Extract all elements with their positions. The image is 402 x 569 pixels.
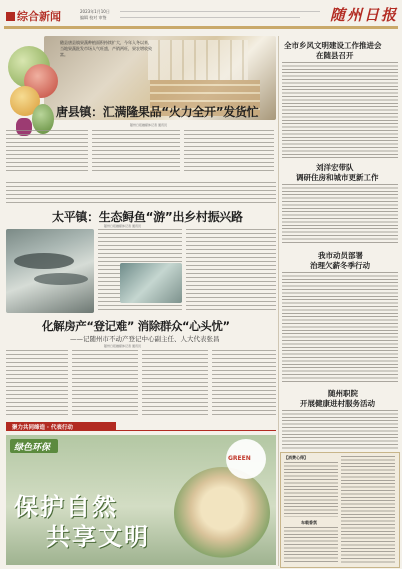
box-body-col2 [341, 456, 395, 564]
story3-subtitle: ——记随州市不动产登记中心副主任、人大代表张昌 [70, 335, 220, 343]
story2-intro [6, 182, 276, 204]
right-story4-body [282, 410, 398, 450]
right-story1-body [282, 62, 398, 158]
story3-body-col4 [212, 350, 276, 418]
section-title: 综合新闻 [17, 10, 61, 23]
column-divider [278, 36, 279, 566]
right-h4-line1: 随州职院 [328, 389, 358, 398]
masthead [0, 0, 402, 36]
story2-title: 太平镇：生态鲟鱼“游”出乡村振兴路 [52, 210, 243, 224]
fruit-stack-photo [148, 40, 248, 80]
right-h2-line1: 刘洋宏带队 [316, 163, 354, 172]
masthead-info-2: 编辑 校对 审签 [80, 15, 107, 20]
fruit-illustration [6, 40, 58, 144]
masthead-fill-line-2 [120, 17, 300, 18]
right-story2-body [282, 184, 398, 244]
promo-badge-text: GREEN [228, 455, 251, 462]
green-bowl-illustration [174, 467, 270, 559]
promo-panel [6, 435, 276, 565]
story3-byline: 随州日报融媒体记者 通讯员 [104, 344, 141, 348]
promo-line-1: 保护自然 [14, 493, 118, 521]
story2-byline: 随州日报融媒体记者 通讯员 [104, 224, 141, 228]
masthead-rule [4, 26, 398, 29]
section-label [6, 12, 15, 21]
summary-text: 随县唐县镇果蔬种植面积持续扩大，今年入冬以来，当地果蔬批发市场人气旺盛，产销两旺，果农增收致富。 [60, 40, 152, 57]
box-subtitle: 车载香氛 [301, 520, 317, 525]
right-h1-line2: 在随县召开 [316, 51, 354, 60]
promo-line-2: 共享文明 [46, 523, 150, 551]
story3-body-col1 [6, 350, 68, 418]
story3-body-col3 [142, 350, 208, 418]
right-h2-line2: 调研住房和城市更新工作 [296, 173, 379, 182]
right-h4-line2: 开展健康进村服务活动 [300, 399, 375, 408]
fish-net-photo [120, 263, 182, 303]
story1-body-col1 [6, 130, 88, 174]
story1-byline: 随州日报融媒体记者 通讯员 [130, 123, 167, 127]
consumer-tips-box [280, 452, 400, 568]
paper-logo: 随州日报 [330, 6, 399, 24]
box-title: 【消费心得】 [284, 455, 308, 460]
promo-tag: 绿色环保 [14, 443, 51, 453]
masthead-fill-line [120, 11, 320, 12]
story1-body-col3 [184, 130, 274, 174]
banner-rule [116, 430, 276, 431]
story3-title: 化解房产“登记难” 消除群众“心头忧” [42, 319, 230, 333]
story1-body-col2 [92, 130, 180, 174]
right-h1-line1: 全市乡风文明建设工作推进会 [284, 41, 382, 50]
story1-title: 唐县镇：汇满隆果品“火力全开”发货忙 [56, 105, 259, 119]
campaign-banner-text: 聚力共同缔造 · 代表行动 [12, 425, 73, 431]
masthead-info-1: 2023年1月10日 [80, 9, 110, 14]
right-h3-line2: 治理欠薪冬季行动 [310, 261, 370, 270]
box-body-col3 [284, 527, 338, 564]
box-body-col1 [284, 462, 338, 517]
right-story3-body [282, 272, 398, 384]
story2-body-col2 [186, 229, 276, 313]
right-h3-line1: 我市动员部署 [318, 251, 363, 260]
fish-photo [6, 229, 94, 313]
story3-body-col2 [72, 350, 138, 418]
